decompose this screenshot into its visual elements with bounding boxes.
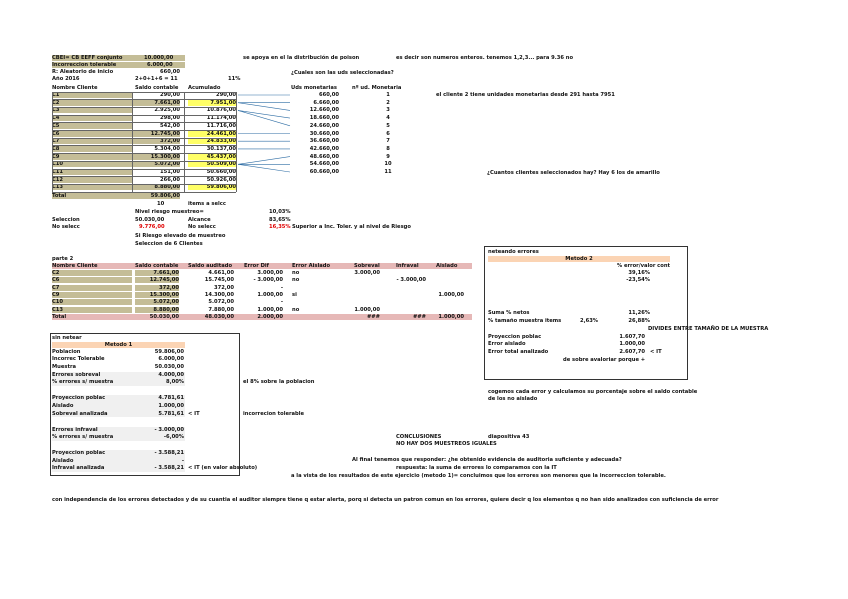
m2-tot-label: Error total analizado: [488, 349, 549, 355]
table-row-saldo: 2.925,00: [154, 107, 180, 114]
table-row-n: 5: [386, 122, 390, 129]
parte2-cell: 1.000,00: [354, 306, 380, 313]
items-value: 10: [157, 201, 165, 207]
m1-pob-label: Poblacion: [52, 349, 81, 355]
side-note-2: de los no aislado: [488, 396, 538, 402]
table-row-saldo: 372,00: [132, 138, 180, 144]
m1-pp-label: Proyeccion poblac: [52, 395, 106, 401]
table-row-name: C8: [52, 146, 132, 152]
table-row-acum: 11.174,00: [206, 115, 236, 122]
metodo2-col-header: % error/valor cont: [616, 263, 670, 269]
parte2-cell: C10: [52, 299, 132, 305]
table-row-acum: 45.437,00: [188, 154, 236, 160]
parte2-cell: 7.661,00: [135, 270, 179, 276]
m1-inc-label: Incorrec Tolerable: [52, 356, 105, 362]
m1-es-label: Errores sobreval: [52, 372, 101, 378]
parte2-cell: [354, 299, 380, 305]
m1-inc-value: 6.000,00: [158, 356, 184, 362]
m1-ia-note: < IT (en valor absoluto): [188, 465, 258, 471]
m1-pi-value: -6,00%: [163, 434, 184, 440]
m1-pe-value: 8,00%: [166, 379, 184, 385]
m2-ais-label: Error aislado: [488, 341, 526, 347]
table-row-name: C13: [52, 184, 132, 190]
table-row-n: 10: [384, 161, 392, 168]
suma-value: 11,26%: [628, 310, 650, 316]
parte2-title: parte 2: [52, 256, 74, 262]
table-row-name: C10: [52, 161, 132, 167]
m1-ei-value: - 3.000,00: [154, 427, 184, 433]
param-cbei: CBEI= CB EEFF conjunto 10.000,00: [52, 55, 185, 61]
m1-ia-value: - 3.588,21: [154, 465, 184, 471]
table-row-n: 11: [384, 169, 392, 175]
table-row-uds: 30.660,00: [309, 130, 339, 137]
parte2-cell: 4.661,00: [208, 270, 234, 276]
sel-alcance: Alcance: [188, 217, 211, 223]
table-row-acum: 59.806,00: [188, 184, 236, 190]
table-row-n: 3: [386, 107, 390, 114]
m1-pi-label: % errores s/ muestra: [52, 434, 114, 440]
parte2-cell: [354, 285, 380, 291]
m1-pp-value: 4.781,61: [158, 395, 184, 401]
table-row-acum: 50.660,00: [206, 169, 236, 175]
table-row-uds: 48.660,00: [309, 153, 339, 160]
param-incorreccion: Incorreccion tolerable 6.000,00: [52, 62, 185, 68]
table-row-uds: 54.660,00: [309, 161, 339, 168]
table-row-saldo: 12.745,00: [132, 131, 180, 137]
table-row-uds: 6.660,00: [313, 99, 339, 106]
parte2-total-cell: 2.000,00: [257, 313, 283, 320]
m1-mue-label: Muestra: [52, 364, 76, 370]
metodo1-note: sin netear: [52, 335, 82, 341]
concl-line3: respuesta: la suma de errores lo comparamos con la IT: [396, 465, 557, 471]
table-row-uds: 12.660,00: [309, 107, 339, 114]
parte2-col: Error Dif: [244, 263, 269, 269]
metodo2-v1: 39,16%: [628, 270, 650, 276]
suma-label: Suma % netos: [488, 310, 530, 316]
parte2-cell: 8.880,00: [135, 307, 179, 313]
metodo1-title: Metodo 1: [52, 342, 185, 348]
table-row-uds: 18.660,00: [309, 115, 339, 122]
no-value: 9.776,00: [139, 224, 165, 230]
table-row-uds: 60.660,00: [309, 169, 339, 175]
table-row-acum: 24.833,00: [188, 138, 236, 144]
m1-ei-label: Errores infraval: [52, 427, 98, 433]
parte2-total-cell: 1.000,00: [438, 313, 464, 320]
parte2-total-cell: ###: [412, 313, 426, 320]
m1-sa-value: 5.781,61: [158, 411, 184, 417]
parte2-cell: C6: [52, 277, 132, 283]
selection-line: [238, 103, 290, 111]
concl-line2: Al final tenemos que responder: ¿he obtenido evidencia de auditoria suficiente y adecuada?: [352, 457, 622, 463]
no-pct: 16,35%: [269, 224, 291, 230]
m2-ais-value: 1.000,00: [619, 341, 645, 347]
table-row-n: 2: [386, 99, 390, 106]
table-row-acum: 30.137,00: [206, 145, 236, 152]
concl-slide: diapositiva 43: [488, 434, 530, 440]
table-row-name: C11: [52, 169, 132, 175]
concl-line1: NO HAY DOS MUESTREOS IGUALES: [396, 441, 497, 447]
no-word: No selecc: [188, 224, 216, 230]
m1-pp2-value: - 3.588,21: [154, 450, 184, 456]
parte2-total-cell: 48.030,00: [204, 313, 234, 320]
parte2-col: Infraval: [396, 263, 419, 269]
m1-es-value: 4.000,00: [158, 372, 184, 378]
table-row-saldo: 7.661,00: [132, 100, 180, 106]
sel-pct: 83,65%: [269, 217, 291, 223]
parte2-cell: [354, 277, 380, 283]
total-value: 59.806,00: [132, 193, 180, 199]
side-note-1: cogemos cada error y calculamos su porcentaje sobre el saldo contable: [488, 389, 698, 395]
table-row-n: 1: [386, 92, 390, 98]
no-label: No selecc: [52, 224, 80, 230]
selection-line: [238, 157, 290, 165]
parte2-cell: no: [292, 277, 300, 284]
parte2-cell: [396, 307, 426, 313]
parte2-cell: no: [292, 270, 300, 276]
table-row-saldo: 15.300,00: [132, 154, 180, 160]
table-row-acum: 10.876,00: [206, 107, 236, 114]
riesgo-line: Si Riesgo elevado de muestreo: [135, 233, 226, 239]
sel-value: 50.030,00: [135, 217, 165, 223]
table-row-saldo: 151,00: [159, 169, 180, 175]
parte2-cell: 372,00: [135, 285, 179, 291]
parte2-cell: 12.745,00: [135, 277, 179, 283]
m2-tot-note: de sobre avaloriar porque +: [563, 357, 646, 363]
parte2-cell: [436, 277, 464, 283]
m2-proy-label: Proyeccion poblac: [488, 334, 542, 340]
parte2-cell: C7: [52, 285, 132, 291]
table-row-uds: 24.660,00: [309, 122, 339, 129]
m2-tot-sign: < IT: [650, 349, 662, 355]
m1-pob-value: 59.806,00: [154, 349, 184, 355]
parte2-cell: no: [292, 306, 300, 313]
table-row-saldo: 8.880,00: [132, 184, 180, 190]
m1-pe-label: % errores s/ muestra: [52, 379, 114, 385]
parte2-cell: 15.300,00: [135, 292, 179, 298]
parte2-cell: [436, 307, 464, 313]
parte2-col: Saldo contable: [135, 263, 179, 269]
parte2-total-cell: ###: [366, 313, 380, 320]
parte2-cell: C13: [52, 307, 132, 313]
col-acumulado: Acumulado: [188, 85, 221, 91]
parte2-cell: [396, 292, 426, 298]
metodo2-note: neteando errores: [488, 249, 539, 255]
m2-proy-value: 1.607,70: [619, 334, 645, 340]
selection-line: [238, 164, 290, 172]
sel-label: Seleccion: [52, 217, 80, 223]
table-row-name: C9: [52, 154, 132, 160]
table-row-uds: 36.660,00: [309, 138, 339, 145]
col-num-ud: nº ud. Monetaria: [352, 85, 402, 91]
m1-ia-label: Infraval analizada: [52, 465, 105, 471]
col-uds: Uds monetarias: [291, 85, 337, 91]
table-row-name: C5: [52, 123, 132, 129]
m1-mue-value: 50.030,00: [154, 364, 184, 370]
table-row-saldo: 5.072,00: [132, 161, 180, 167]
table-row-n: 7: [386, 138, 390, 145]
m1-ai2-label: Aislado: [52, 458, 74, 464]
question-clientes: ¿Cuantos clientes seleccionados hay? Hay 6 los de amarillo: [487, 170, 660, 176]
parte2-col: Aislado: [436, 263, 458, 269]
param-ano-pct: 11%: [228, 76, 241, 82]
table-row-uds: 42.660,00: [309, 145, 339, 152]
parte2-cell: 5.072,00: [135, 299, 179, 305]
table-row-acum: 50.926,00: [206, 176, 236, 183]
note-poison: se apoya en el la distribución de poison: [243, 55, 360, 61]
tam-note: DIVIDES ENTRE TAMAÑO DE LA MUESTRA: [648, 326, 769, 332]
param-ano: Año 2016: [52, 76, 80, 82]
parte2-cell: 7.880,00: [208, 306, 234, 313]
concl-title: CONCLUSIONES: [396, 434, 442, 440]
col-nombre: Nombre Cliente: [52, 85, 98, 91]
parte2-cell: C9: [52, 292, 132, 298]
nivel-label: Nivel riesgo muestreo=: [135, 209, 204, 215]
table-row-n: 6: [386, 130, 390, 137]
metodo2-title: Metodo 2: [488, 256, 670, 262]
table-row-uds: 660,00: [318, 92, 339, 98]
parte2-cell: 3.000,00: [354, 270, 380, 276]
table-row-saldo: 298,00: [159, 115, 180, 122]
parte2-cell: - 3.000,00: [253, 277, 283, 284]
parte2-cell: - 3.000,00: [396, 277, 426, 284]
parte2-cell: [436, 299, 464, 305]
parte2-cell: [436, 285, 464, 291]
no-note: Superior a Inc. Toler. y al nivel de Riesgo: [292, 224, 411, 230]
parte2-cell: 1.000,00: [257, 291, 283, 298]
m1-sa-note: incorrecion tolerable: [243, 411, 305, 417]
table-row-saldo: 266,00: [159, 176, 180, 183]
parte2-cell: 15.745,00: [204, 277, 234, 284]
m1-ai-label: Aislado: [52, 403, 74, 409]
table-row-saldo: 290,00: [159, 92, 180, 98]
selection-line: [238, 110, 290, 118]
col-saldo: Saldo contable: [135, 85, 179, 91]
parte2-cell: -: [280, 284, 283, 291]
table-row-acum: 11.716,00: [206, 122, 236, 129]
nivel-value: 10,03%: [269, 209, 291, 215]
tam-value2: 26,88%: [628, 318, 650, 324]
table-row-name: C1: [52, 92, 132, 98]
parte2-total-cell: 50.030,00: [149, 313, 179, 320]
parte2-cell: C2: [52, 270, 132, 276]
table-row-n: 8: [386, 145, 390, 152]
parte2-col: Nombre Cliente: [52, 263, 98, 269]
parte2-cell: [436, 270, 464, 276]
table-row-n: 9: [386, 153, 390, 160]
parte2-col: Saldo auditado: [188, 263, 233, 269]
m1-pp2-label: Proyeccion poblac: [52, 450, 106, 456]
m1-ai2-value: -: [181, 458, 184, 464]
table-row-name: C4: [52, 115, 132, 121]
items-label: items a selcc: [188, 201, 226, 207]
table-row-name: C12: [52, 177, 132, 183]
parte2-cell: 14.300,00: [204, 291, 234, 298]
note-cliente2: el cliente 2 tiene unidades monetarias desde 291 hasta 7951: [436, 92, 615, 98]
parte2-col: Error Aislado: [292, 263, 331, 269]
table-row-acum: 290,00: [215, 92, 236, 98]
tam-label: % tamaño muestra items: [488, 318, 562, 324]
parte2-cell: 1.000,00: [257, 306, 283, 313]
table-row-acum: 7.951,00: [188, 100, 236, 106]
table-row-name: C3: [52, 107, 132, 113]
parte2-total-cell: Total: [52, 313, 67, 320]
parte2-total-cell: [292, 314, 341, 320]
metodo2-v2: -23,54%: [626, 277, 650, 283]
m2-tot-value: 2.607,70: [619, 349, 645, 355]
param-aleatorio-value: 660,00: [160, 69, 181, 75]
parte2-cell: [396, 299, 426, 305]
parte2-col: Sobreval: [354, 263, 380, 269]
m1-sa-sign: < IT: [188, 411, 200, 417]
table-row-saldo: 542,00: [159, 122, 180, 129]
m1-sa-label: Sobreval analizada: [52, 411, 108, 417]
selection-line: [238, 110, 290, 125]
parte2-cell: 372,00: [213, 284, 234, 291]
bottom-note: con independencia de los errores detectados y de su cuantia el auditor siempre tiene q estar alerta, porq si detecta un patron comun en los errores, quiere decir q los elementos q no han sido analizados con suficiencia de error: [52, 497, 719, 503]
param-aleatorio: R: Aleatorio de inicio: [52, 69, 114, 75]
m1-ai-value: 1.000,00: [158, 403, 184, 409]
total-label: Total: [52, 193, 132, 199]
parte2-cell: 3.000,00: [257, 270, 283, 276]
table-row-saldo: 5.304,00: [154, 145, 180, 152]
parte2-cell: si: [292, 291, 297, 298]
tam-value: 2,63%: [580, 318, 598, 324]
parte2-cell: 1.000,00: [438, 291, 464, 298]
param-ano-sum: 2+0+1+6 = 11: [135, 76, 178, 82]
note-enteros: es decir son numeros enteros. tenemos 1,2,3... para 9.36 no: [396, 55, 574, 61]
parte2-cell: [396, 285, 426, 291]
question-uds: ¿Cuales son las uds seleccionadas?: [291, 70, 394, 76]
table-row-name: C2: [52, 100, 132, 106]
table-row-n: 4: [386, 115, 390, 122]
table-row-acum: 50.509,00: [188, 161, 236, 167]
concl-line4: a la vista de los resultados de este ejercicio (metodo 1)= concluimos que los errores son menores que la incorreccion tolerable.: [291, 473, 666, 479]
parte2-cell: 5.072,00: [208, 299, 234, 306]
table-row-name: C6: [52, 131, 132, 137]
parte2-cell: [354, 292, 380, 298]
seleccion-line: Seleccion de 6 Clientes: [135, 241, 203, 247]
parte2-cell: -: [280, 299, 283, 306]
table-row-acum: 24.461,00: [188, 131, 236, 137]
m1-pe-note: el 8% sobre la poblacion: [243, 379, 315, 385]
parte2-cell: [396, 270, 426, 276]
table-row-name: C7: [52, 138, 132, 144]
